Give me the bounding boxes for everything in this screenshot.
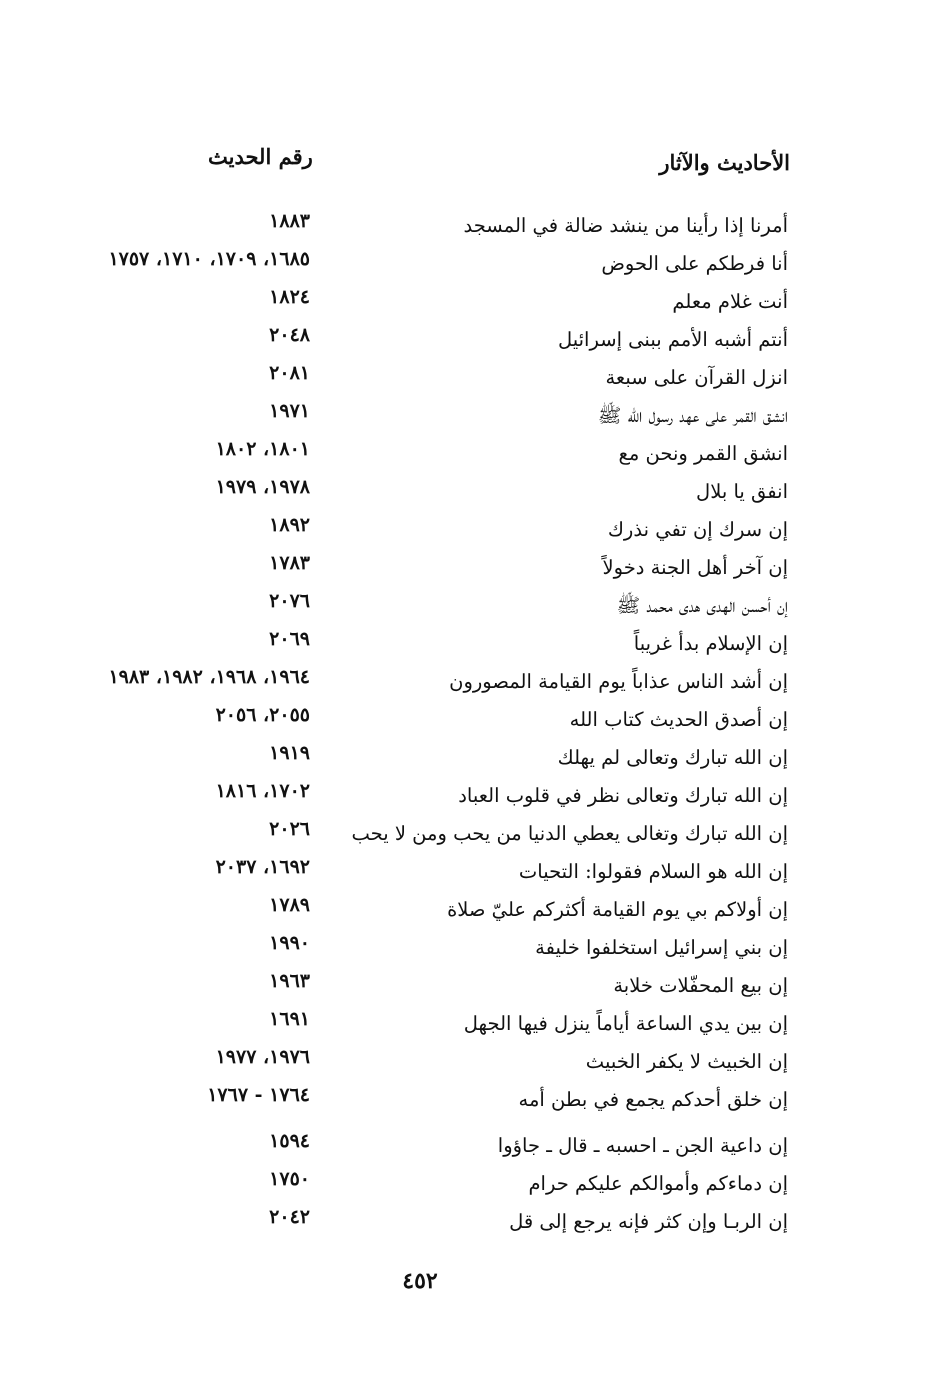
hadith-text: إن سرك إن تفي نذرك bbox=[607, 518, 788, 541]
index-entry bbox=[0, 550, 940, 588]
hadith-numbers: ١٥٩٤ bbox=[269, 1130, 310, 1152]
hadith-text: إن الله تبارك وتغالى يعطي الدنيا من يحب ومن لا يحب bbox=[351, 822, 788, 845]
hadith-numbers: ٢٠٤٢ bbox=[269, 1206, 310, 1228]
hadith-numbers: ١٩٧٨، ١٩٧٩ bbox=[215, 476, 310, 498]
hadith-text: إن بيع المحفّلات خلابة bbox=[613, 974, 788, 997]
index-entry bbox=[0, 626, 940, 664]
index-entry bbox=[0, 1204, 940, 1242]
index-entry bbox=[0, 246, 940, 284]
hadith-numbers: ٢٠٢٦ bbox=[269, 818, 310, 840]
index-entry bbox=[0, 664, 940, 702]
hadith-numbers: ١٩٦٤، ١٩٦٨، ١٩٨٢، ١٩٨٣ bbox=[108, 666, 310, 688]
index-entry bbox=[0, 588, 940, 626]
hadith-text: إن الله تبارك وتعالى نظر في قلوب العباد bbox=[458, 784, 788, 807]
hadith-numbers: ٢٠٦٩ bbox=[269, 628, 310, 650]
hadith-numbers: ١٩٩٠ bbox=[269, 932, 310, 954]
hadith-text: إن الربـا وإن كثر فإنه يرجع إلى قل bbox=[509, 1210, 788, 1233]
hadith-text: أنت غلام معلم bbox=[672, 290, 788, 313]
hadith-text: إن دماءكم وأموالكم عليكم حرام bbox=[528, 1172, 788, 1195]
index-entry bbox=[0, 512, 940, 550]
hadith-numbers: ١٨٩٢ bbox=[269, 514, 310, 536]
hadith-text: إن الله تبارك وتعالى لم يهلك bbox=[557, 746, 788, 769]
index-entry bbox=[0, 1166, 940, 1204]
hadith-numbers: ١٦٨٥، ١٧٠٩، ١٧١٠، ١٧٥٧ bbox=[108, 248, 310, 270]
hadith-text: انزل القرآن على سبعة bbox=[605, 366, 788, 389]
index-entry bbox=[0, 968, 940, 1006]
index-entry bbox=[0, 1082, 940, 1120]
hadith-text: إن أصدق الحديث كتاب الله bbox=[569, 708, 788, 731]
hadith-text: أنتم أشبه الأمم ببنى إسرائيل bbox=[557, 328, 788, 351]
hadith-text: إن بني إسرائيل استخلفوا خليفة bbox=[535, 936, 788, 959]
hadith-text: أمرنا إذا رأينا من ينشد ضالة في المسجد bbox=[463, 214, 788, 237]
hadith-text: إن الله هو السلام فقولوا: التحيات bbox=[518, 860, 788, 883]
index-entry bbox=[0, 436, 940, 474]
hadith-numbers: ١٩٧٦، ١٩٧٧ bbox=[215, 1046, 310, 1068]
hadith-numbers: ١٨٨٣ bbox=[269, 210, 310, 232]
index-entry bbox=[0, 1006, 940, 1044]
index-entry bbox=[0, 778, 940, 816]
index-entry bbox=[0, 930, 940, 968]
index-entry bbox=[0, 816, 940, 854]
hadith-text: إن أحسن الهدى هدى محمد ﷺ bbox=[616, 594, 788, 617]
index-entry bbox=[0, 284, 940, 322]
index-entry bbox=[0, 740, 940, 778]
hadith-numbers: ١٧٨٣ bbox=[269, 552, 310, 574]
index-entry bbox=[0, 474, 940, 512]
hadith-numbers: ٢٠٥٥، ٢٠٥٦ bbox=[215, 704, 310, 726]
hadith-numbers: ٢٠٤٨ bbox=[269, 324, 310, 346]
hadith-numbers: ١٩٧١ bbox=[269, 400, 310, 422]
page-number: ٤٥٢ bbox=[402, 1268, 438, 1294]
hadith-numbers: ١٨٢٤ bbox=[269, 286, 310, 308]
hadith-text: إن أشد الناس عذاباً يوم القيامة المصورون bbox=[449, 670, 788, 693]
hadith-text: انفق يا بلال bbox=[696, 480, 788, 503]
hadith-numbers: ١٧٠٢، ١٨١٦ bbox=[215, 780, 310, 802]
index-entry bbox=[0, 398, 940, 436]
hadith-numbers: ١٨٠١، ١٨٠٢ bbox=[215, 438, 310, 460]
index-entry bbox=[0, 1044, 940, 1082]
hadith-index-list bbox=[0, 208, 940, 1242]
index-entry bbox=[0, 1128, 940, 1166]
hadith-text: إن داعية الجن ـ احسبه ـ قال ـ جاؤوا bbox=[497, 1134, 788, 1157]
hadith-text: إن بين يدي الساعة أياماً ينزل فيها الجهل bbox=[463, 1012, 788, 1035]
column-title-hadith-number: رقم الحديث bbox=[208, 144, 313, 169]
index-entry bbox=[0, 702, 940, 740]
hadith-text: أنا فرطكم على الحوض bbox=[601, 252, 788, 275]
hadith-text: انشق القمر على عهد رسول الله ﷺ bbox=[597, 404, 788, 427]
hadith-numbers: ١٦٩١ bbox=[269, 1008, 310, 1030]
hadith-text: إن خلق أحدكم يجمع في بطن أمه bbox=[518, 1088, 788, 1111]
hadith-numbers: ٢٠٨١ bbox=[269, 362, 310, 384]
hadith-numbers: ١٧٥٠ bbox=[269, 1168, 310, 1190]
hadith-text: إن آخر أهل الجنة دخولاً bbox=[602, 556, 788, 579]
hadith-text: انشق القمر ونحن مع bbox=[618, 442, 788, 465]
index-entry bbox=[0, 360, 940, 398]
hadith-text: إن الخبيث لا يكفر الخبيث bbox=[585, 1050, 788, 1073]
hadith-numbers: ٢٠٧٦ bbox=[269, 590, 310, 612]
hadith-numbers: ١٩١٩ bbox=[269, 742, 310, 764]
index-entry bbox=[0, 208, 940, 246]
index-entry bbox=[0, 322, 940, 360]
index-header bbox=[0, 144, 940, 190]
column-title-hadiths: الأحاديث والآثار bbox=[659, 150, 790, 175]
hadith-text: إن أولاكم بي يوم القيامة أكثركم عليّ صلاة bbox=[447, 898, 788, 921]
hadith-numbers: ١٦٩٢، ٢٠٣٧ bbox=[215, 856, 310, 878]
hadith-numbers: ١٧٦٤ - ١٧٦٧ bbox=[207, 1084, 310, 1106]
hadith-numbers: ١٧٨٩ bbox=[269, 894, 310, 916]
index-entry bbox=[0, 892, 940, 930]
index-entry bbox=[0, 854, 940, 892]
hadith-numbers: ١٩٦٣ bbox=[269, 970, 310, 992]
hadith-text: إن الإسلام بدأ غريباً bbox=[633, 632, 788, 655]
